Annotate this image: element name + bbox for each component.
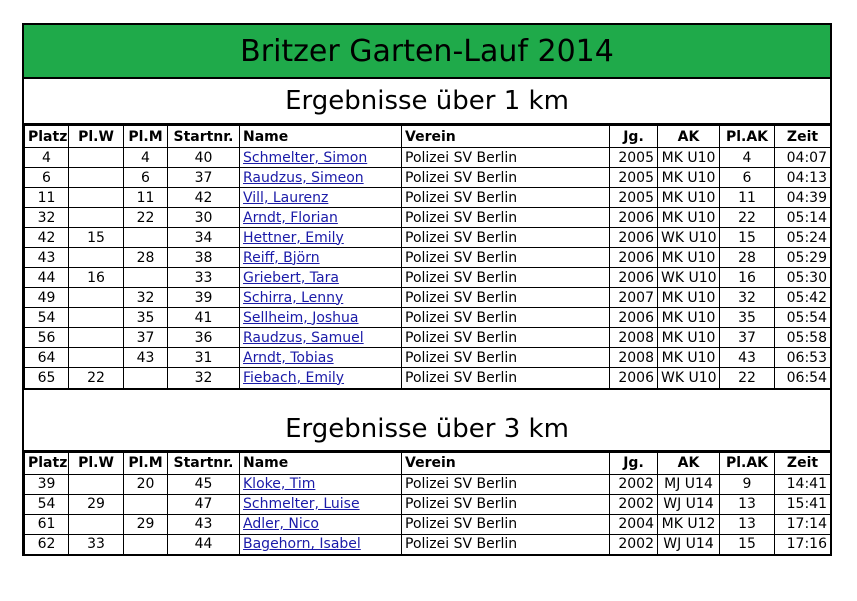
cell-plm: 20 (124, 474, 168, 494)
table-row (25, 148, 831, 168)
cell-jg: 2006 (610, 268, 658, 288)
cell-plw: 16 (69, 268, 124, 288)
cell-name (240, 148, 402, 168)
cell-startnr: 38 (168, 248, 240, 268)
cell-verein: Polizei SV Berlin (402, 188, 610, 208)
cell-jg: 2005 (610, 148, 658, 168)
cell-platz: 54 (25, 308, 69, 328)
cell-plm: 32 (124, 288, 168, 308)
cell-plm: 28 (124, 248, 168, 268)
cell-name (240, 514, 402, 534)
cell-verein: Polizei SV Berlin (402, 534, 610, 554)
cell-plw (69, 208, 124, 228)
table-header-row (25, 452, 831, 474)
cell-jg: 2004 (610, 514, 658, 534)
cell-ak: WK U10 (658, 368, 720, 388)
col-header-startnr: Startnr. (168, 452, 240, 474)
col-header-name: Name (240, 452, 402, 474)
cell-name (240, 248, 402, 268)
cell-startnr: 45 (168, 474, 240, 494)
cell-ak: MJ U14 (658, 474, 720, 494)
cell-zeit: 05:24 (775, 228, 831, 248)
cell-name (240, 208, 402, 228)
cell-plm: 35 (124, 308, 168, 328)
cell-plak: 13 (720, 514, 775, 534)
results-table-3km (24, 452, 831, 555)
cell-verein: Polizei SV Berlin (402, 494, 610, 514)
cell-ak: MK U10 (658, 348, 720, 368)
cell-plw (69, 248, 124, 268)
cell-zeit: 06:53 (775, 348, 831, 368)
cell-plw (69, 188, 124, 208)
cell-plm: 4 (124, 148, 168, 168)
cell-plak: 32 (720, 288, 775, 308)
cell-jg: 2002 (610, 534, 658, 554)
table-row (25, 268, 831, 288)
cell-plak: 35 (720, 308, 775, 328)
cell-jg: 2006 (610, 208, 658, 228)
athlete-name-link[interactable]: Bagehorn, Isabel (243, 536, 361, 553)
col-header-platz: Platz (25, 126, 69, 148)
cell-ak: WK U10 (658, 268, 720, 288)
cell-jg: 2006 (610, 228, 658, 248)
cell-plm: 22 (124, 208, 168, 228)
athlete-name-link[interactable]: Reiff, Björn (243, 249, 320, 266)
cell-name (240, 328, 402, 348)
cell-name (240, 228, 402, 248)
cell-startnr: 32 (168, 368, 240, 388)
cell-plak: 22 (720, 368, 775, 388)
cell-plw: 22 (69, 368, 124, 388)
cell-zeit: 15:41 (775, 494, 831, 514)
cell-name (240, 168, 402, 188)
cell-plak: 9 (720, 474, 775, 494)
cell-plm (124, 228, 168, 248)
cell-plak: 16 (720, 268, 775, 288)
col-header-jg: Jg. (610, 126, 658, 148)
cell-startnr: 39 (168, 288, 240, 308)
col-header-zeit: Zeit (775, 452, 831, 474)
cell-plak: 11 (720, 188, 775, 208)
cell-jg: 2006 (610, 368, 658, 388)
table-row (25, 168, 831, 188)
table-row (25, 228, 831, 248)
cell-platz: 56 (25, 328, 69, 348)
cell-plak: 6 (720, 168, 775, 188)
cell-plm: 37 (124, 328, 168, 348)
athlete-name-link[interactable]: Raudzus, Simeon (243, 169, 364, 186)
cell-platz: 32 (25, 208, 69, 228)
col-header-plm: Pl.M (124, 452, 168, 474)
cell-name (240, 368, 402, 388)
cell-startnr: 37 (168, 168, 240, 188)
col-header-verein: Verein (402, 452, 610, 474)
athlete-name-link[interactable]: Sellheim, Joshua (243, 309, 359, 326)
cell-platz: 11 (25, 188, 69, 208)
cell-platz: 61 (25, 514, 69, 534)
cell-ak: MK U10 (658, 188, 720, 208)
cell-startnr: 33 (168, 268, 240, 288)
cell-zeit: 14:41 (775, 474, 831, 494)
cell-zeit: 05:58 (775, 328, 831, 348)
cell-platz: 43 (25, 248, 69, 268)
cell-platz: 49 (25, 288, 69, 308)
cell-verein: Polizei SV Berlin (402, 514, 610, 534)
col-header-platz: Platz (25, 452, 69, 474)
cell-plak: 37 (720, 328, 775, 348)
cell-verein: Polizei SV Berlin (402, 248, 610, 268)
page-title: Britzer Garten-Lauf 2014 (24, 25, 830, 79)
cell-name (240, 348, 402, 368)
cell-verein: Polizei SV Berlin (402, 368, 610, 388)
cell-startnr: 43 (168, 514, 240, 534)
cell-plw (69, 348, 124, 368)
athlete-name-link[interactable]: Vill, Laurenz (243, 189, 329, 206)
cell-zeit: 05:54 (775, 308, 831, 328)
cell-startnr: 47 (168, 494, 240, 514)
cell-plm (124, 534, 168, 554)
cell-plw (69, 288, 124, 308)
cell-ak: WJ U14 (658, 534, 720, 554)
cell-plm: 6 (124, 168, 168, 188)
cell-verein: Polizei SV Berlin (402, 268, 610, 288)
cell-verein: Polizei SV Berlin (402, 148, 610, 168)
table-row (25, 188, 831, 208)
cell-platz: 54 (25, 494, 69, 514)
col-header-zeit: Zeit (775, 126, 831, 148)
col-header-name: Name (240, 126, 402, 148)
cell-ak: MK U10 (658, 208, 720, 228)
cell-platz: 42 (25, 228, 69, 248)
cell-plm: 11 (124, 188, 168, 208)
cell-jg: 2006 (610, 248, 658, 268)
cell-plm (124, 268, 168, 288)
cell-plak: 22 (720, 208, 775, 228)
cell-ak: MK U10 (658, 168, 720, 188)
cell-plw (69, 148, 124, 168)
cell-startnr: 40 (168, 148, 240, 168)
col-header-plm: Pl.M (124, 126, 168, 148)
athlete-name-link[interactable]: Schmelter, Luise (243, 496, 360, 512)
cell-verein: Polizei SV Berlin (402, 288, 610, 308)
cell-ak: MK U10 (658, 308, 720, 328)
cell-ak: MK U10 (658, 148, 720, 168)
cell-platz: 6 (25, 168, 69, 188)
cell-plw (69, 474, 124, 494)
table-row (25, 208, 831, 228)
cell-name (240, 494, 402, 514)
cell-zeit: 05:14 (775, 208, 831, 228)
table-row (25, 288, 831, 308)
cell-plw: 15 (69, 228, 124, 248)
table-body-3km (25, 474, 831, 554)
cell-verein: Polizei SV Berlin (402, 474, 610, 494)
athlete-name-link[interactable]: Raudzus, Samuel (243, 329, 364, 346)
cell-name (240, 268, 402, 288)
cell-plak: 13 (720, 494, 775, 514)
cell-verein: Polizei SV Berlin (402, 308, 610, 328)
athlete-name-link[interactable]: Fiebach, Emily (243, 369, 345, 386)
athlete-name-link[interactable]: Adler, Nico (243, 516, 320, 532)
cell-zeit: 04:13 (775, 168, 831, 188)
cell-verein: Polizei SV Berlin (402, 168, 610, 188)
cell-zeit: 05:29 (775, 248, 831, 268)
cell-startnr: 41 (168, 308, 240, 328)
cell-jg: 2006 (610, 308, 658, 328)
cell-plm (124, 368, 168, 388)
col-header-plak: Pl.AK (720, 126, 775, 148)
section-heading-3km: Ergebnisse über 3 km (24, 388, 830, 452)
col-header-plw: Pl.W (69, 126, 124, 148)
cell-verein: Polizei SV Berlin (402, 208, 610, 228)
cell-name (240, 188, 402, 208)
results-sheet (22, 23, 832, 556)
athlete-name-link[interactable]: Schirra, Lenny (243, 289, 344, 306)
col-header-jg: Jg. (610, 452, 658, 474)
cell-zeit: 04:39 (775, 188, 831, 208)
col-header-ak: AK (658, 452, 720, 474)
cell-startnr: 42 (168, 188, 240, 208)
cell-jg: 2002 (610, 494, 658, 514)
table-row (25, 308, 831, 328)
table-row (25, 328, 831, 348)
cell-jg: 2002 (610, 474, 658, 494)
cell-zeit: 04:07 (775, 148, 831, 168)
cell-plw: 33 (69, 534, 124, 554)
athlete-name-link[interactable]: Hettner, Emily (243, 229, 344, 246)
col-header-plak: Pl.AK (720, 452, 775, 474)
athlete-name-link[interactable]: Griebert, Tara (243, 269, 339, 286)
cell-platz: 39 (25, 474, 69, 494)
cell-name (240, 474, 402, 494)
cell-startnr: 44 (168, 534, 240, 554)
cell-ak: MK U10 (658, 328, 720, 348)
cell-startnr: 31 (168, 348, 240, 368)
cell-plw (69, 168, 124, 188)
table-row (25, 368, 831, 388)
cell-zeit: 05:42 (775, 288, 831, 308)
cell-verein: Polizei SV Berlin (402, 228, 610, 248)
cell-plak: 4 (720, 148, 775, 168)
cell-ak: WK U10 (658, 228, 720, 248)
cell-ak: WJ U14 (658, 494, 720, 514)
cell-ak: MK U10 (658, 288, 720, 308)
table-header-row (25, 126, 831, 148)
cell-zeit: 17:14 (775, 514, 831, 534)
cell-plak: 15 (720, 534, 775, 554)
cell-jg: 2007 (610, 288, 658, 308)
cell-verein: Polizei SV Berlin (402, 328, 610, 348)
table-row (25, 514, 831, 534)
cell-jg: 2008 (610, 348, 658, 368)
table-row (25, 348, 831, 368)
cell-jg: 2008 (610, 328, 658, 348)
cell-name (240, 288, 402, 308)
cell-ak: MK U12 (658, 514, 720, 534)
cell-name (240, 308, 402, 328)
cell-plak: 43 (720, 348, 775, 368)
col-header-verein: Verein (402, 126, 610, 148)
cell-zeit: 17:16 (775, 534, 831, 554)
col-header-plw: Pl.W (69, 452, 124, 474)
cell-platz: 4 (25, 148, 69, 168)
cell-plw: 29 (69, 494, 124, 514)
cell-plw (69, 308, 124, 328)
cell-platz: 44 (25, 268, 69, 288)
cell-startnr: 30 (168, 208, 240, 228)
cell-plm: 43 (124, 348, 168, 368)
table-row (25, 474, 831, 494)
table-body-1km (25, 148, 831, 388)
cell-plm: 29 (124, 514, 168, 534)
section-heading-1km: Ergebnisse über 1 km (24, 79, 830, 125)
cell-ak: MK U10 (658, 248, 720, 268)
col-header-startnr: Startnr. (168, 126, 240, 148)
results-table-1km (24, 125, 831, 388)
cell-platz: 62 (25, 534, 69, 554)
cell-jg: 2005 (610, 188, 658, 208)
cell-platz: 65 (25, 368, 69, 388)
cell-zeit: 06:54 (775, 368, 831, 388)
cell-zeit: 05:30 (775, 268, 831, 288)
table-row (25, 494, 831, 514)
cell-plak: 28 (720, 248, 775, 268)
col-header-ak: AK (658, 126, 720, 148)
athlete-name-link[interactable]: Arndt, Tobias (243, 349, 334, 366)
athlete-name-link[interactable]: Arndt, Florian (243, 209, 338, 226)
cell-verein: Polizei SV Berlin (402, 348, 610, 368)
athlete-name-link[interactable]: Kloke, Tim (243, 476, 316, 492)
cell-platz: 64 (25, 348, 69, 368)
table-row (25, 248, 831, 268)
cell-startnr: 36 (168, 328, 240, 348)
table-row (25, 534, 831, 554)
cell-name (240, 534, 402, 554)
cell-startnr: 34 (168, 228, 240, 248)
cell-plw (69, 328, 124, 348)
athlete-name-link[interactable]: Schmelter, Simon (243, 149, 368, 166)
cell-plw (69, 514, 124, 534)
cell-plak: 15 (720, 228, 775, 248)
cell-jg: 2005 (610, 168, 658, 188)
cell-plm (124, 494, 168, 514)
